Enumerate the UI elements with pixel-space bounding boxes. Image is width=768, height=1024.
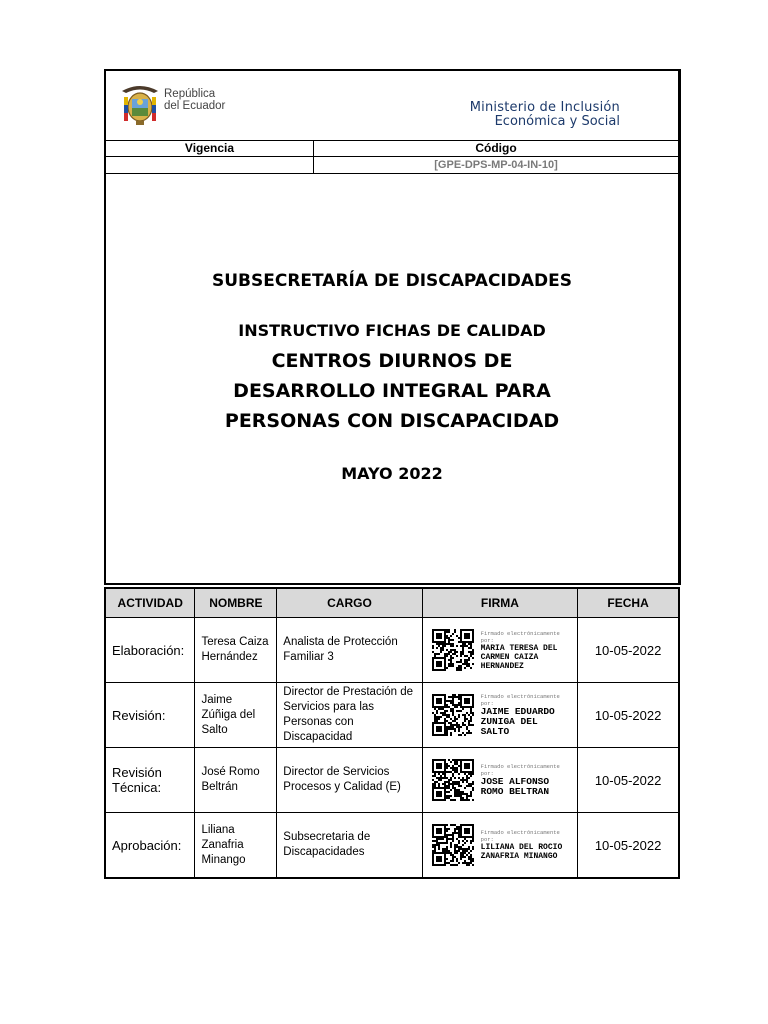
country-line-2: del Ecuador <box>164 100 226 112</box>
table-row <box>105 683 679 748</box>
signer-name: LILIANA DEL ROCIO ZANAFRIA MINANGO <box>480 843 563 861</box>
actividad-cell: Revisión Técnica: <box>105 748 195 813</box>
fecha-cell: 10-05-2022 <box>578 813 679 879</box>
codigo-value: [GPE-DPS-MP-04-IN-10] <box>434 159 558 171</box>
country-name <box>164 88 225 112</box>
document-header <box>106 71 678 141</box>
actividad-cell: Aprobación: <box>105 813 195 879</box>
electronic-signature <box>429 757 572 803</box>
ministry-line-1: Ministerio de Inclusión <box>469 100 620 115</box>
document-cover <box>104 69 681 585</box>
col-header-actividad: ACTIVIDAD <box>105 588 195 618</box>
vigencia-label: Vigencia <box>184 141 235 155</box>
qr-code-icon <box>429 822 477 868</box>
instructivo-title: INSTRUCTIVO FICHAS DE CALIDAD <box>238 321 546 340</box>
firma-cell <box>422 748 578 813</box>
actividad-cell: Revisión: <box>105 683 195 748</box>
table-row <box>105 748 679 813</box>
col-header-cargo: CARGO <box>277 588 422 618</box>
document-main-title <box>106 346 678 436</box>
table-row <box>105 618 679 683</box>
signature-caption: Firmado electrónicamente por: <box>480 629 560 644</box>
approvals-table <box>104 587 680 879</box>
qr-code-icon <box>429 692 477 738</box>
electronic-signature <box>429 692 572 738</box>
nombre-cell: José Romo Beltrán <box>195 748 277 813</box>
ministry-line-2: Económica y Social <box>494 114 620 129</box>
signature-caption: Firmado electrónicamente por: <box>480 693 560 707</box>
approvals-header-row <box>105 588 679 618</box>
signer-name: JOSE ALFONSO ROMO BELTRAN <box>480 776 550 797</box>
table-row <box>105 813 679 879</box>
nombre-cell: Jaime Zúñiga del Salto <box>195 683 277 748</box>
firma-cell <box>422 683 578 748</box>
doc-info-header-row <box>106 140 678 157</box>
signature-caption: Firmado electrónicamente por: <box>480 763 560 777</box>
signer-name: MARIA TERESA DEL CARMEN CAIZA HERNANDEZ <box>480 643 558 671</box>
cargo-cell: Director de Servicios Procesos y Calidad (E) <box>277 748 422 813</box>
nombre-cell: Teresa Caiza Hernández <box>195 618 277 683</box>
actividad-cell: Elaboración: <box>105 618 195 683</box>
fecha-cell: 10-05-2022 <box>578 748 679 813</box>
cargo-cell: Subsecretaria de Discapacidades <box>277 813 422 879</box>
subsecretaria-title: SUBSECRETARÍA DE DISCAPACIDADES <box>211 271 572 291</box>
firma-cell <box>422 813 578 879</box>
fecha-cell: 10-05-2022 <box>578 618 679 683</box>
main-title-line-2: DESARROLLO INTEGRAL PARA <box>233 380 551 402</box>
main-title-line-1: CENTROS DIURNOS DE <box>271 350 513 372</box>
col-header-firma: FIRMA <box>422 588 578 618</box>
signer-name: JAIME EDUARDO ZUNIGA DEL SALTO <box>480 706 555 737</box>
doc-info-value-row <box>106 157 678 174</box>
document-date: MAYO 2022 <box>341 464 443 483</box>
electronic-signature <box>429 822 572 868</box>
firma-cell <box>422 618 578 683</box>
main-title-line-3: PERSONAS CON DISCAPACIDAD <box>224 410 560 432</box>
col-header-fecha: FECHA <box>578 588 679 618</box>
ministry-name <box>470 101 620 129</box>
cargo-cell: Director de Prestación de Servicios para las Personas con Discapacidad <box>277 683 422 748</box>
qr-code-icon <box>429 757 477 803</box>
qr-code-icon <box>429 627 477 673</box>
country-line-1: República <box>164 88 216 100</box>
fecha-cell: 10-05-2022 <box>578 683 679 748</box>
col-header-nombre: NOMBRE <box>195 588 277 618</box>
nombre-cell: Liliana Zanafria Minango <box>195 813 277 879</box>
codigo-label: Código <box>475 141 517 155</box>
electronic-signature <box>429 627 572 673</box>
signature-caption: Firmado electrónicamente por: <box>480 829 560 843</box>
cargo-cell: Analista de Protección Familiar 3 <box>277 618 422 683</box>
